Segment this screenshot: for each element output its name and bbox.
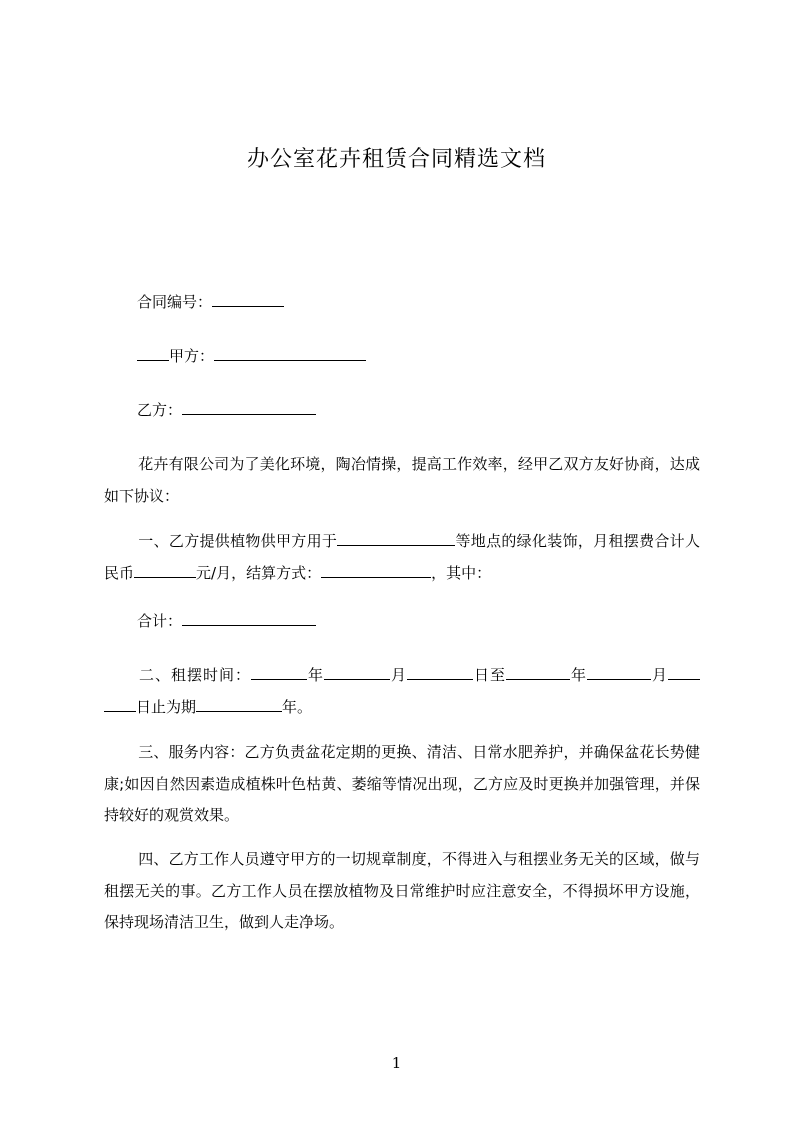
start-year-unit: 年 [306,666,324,684]
contract-no-line [137,291,284,313]
contract-no-blank [212,291,284,307]
end-year-blank [506,664,570,680]
clause-1-text-b: 等地点的绿化装饰，月租摆费合计人民币 [104,532,700,582]
duration-unit: 年。 [282,697,313,716]
total-label: 合计： [137,612,183,630]
document-title: 办公室花卉租赁合同精选文档 [246,147,546,172]
clause-1-text-d: ，其中： [431,563,492,582]
start-month-blank [324,664,390,680]
location-blank [337,530,455,546]
clause-3-text: 三、服务内容：乙方负责盆花定期的更换、清洁、日常水肥养护，并确保盆花长势健康;如因自然因素造成植株叶色枯黄、萎缩等情况出现，乙方应及时更换并加强管理，并保持较好的观赏效果。 [104,743,700,824]
clause-1-text-c: 元/月，结算方式： [196,563,322,582]
amount-blank [134,562,196,578]
party-b-blank [182,399,316,415]
intro-text: 花卉有限公司为了美化环境，陶冶情操，提高工作效率，经甲乙双方友好协商，达成如下协议： [104,455,700,505]
page-number: 1 [391,1054,402,1072]
contract-no-label: 合同编号： [137,293,213,311]
party-b-label: 乙方： [137,401,183,419]
total-blank [182,610,316,626]
party-b-line [137,399,316,421]
clause-2 [104,660,700,723]
clause-2-label: 二、租摆时间： [138,666,251,684]
total-line [137,610,316,632]
start-day-blank [407,664,473,680]
end-day-blank-a [668,664,700,680]
clause-1-text-a: 一、乙方提供植物供甲方用于 [138,532,338,550]
end-year-unit: 年 [569,666,587,684]
clause-4 [104,844,700,939]
end-month-unit: 月 [650,666,668,684]
duration-blank [196,696,282,712]
party-a-prefix-blank [137,345,169,361]
end-day-blank-b [104,696,136,712]
end-month-blank [587,664,651,680]
clause-3 [104,737,700,832]
start-month-unit: 月 [389,666,407,684]
start-day-unit: 日至 [472,666,506,684]
party-a-label: 甲方： [169,347,215,365]
clause-1 [104,526,700,589]
settlement-blank [321,562,431,578]
party-a-line [137,345,366,367]
intro-paragraph [104,449,700,512]
end-day-unit: 日止为期 [136,697,197,716]
party-a-blank [214,345,366,361]
start-year-blank [251,664,307,680]
clause-4-text: 四、乙方工作人员遵守甲方的一切规章制度，不得进入与租摆业务无关的区域，做与租摆无关的事。乙方工作人员在摆放植物及日常维护时应注意安全，不得损坏甲方设施，保持现场清洁卫生，做到人走净场。 [104,850,700,931]
